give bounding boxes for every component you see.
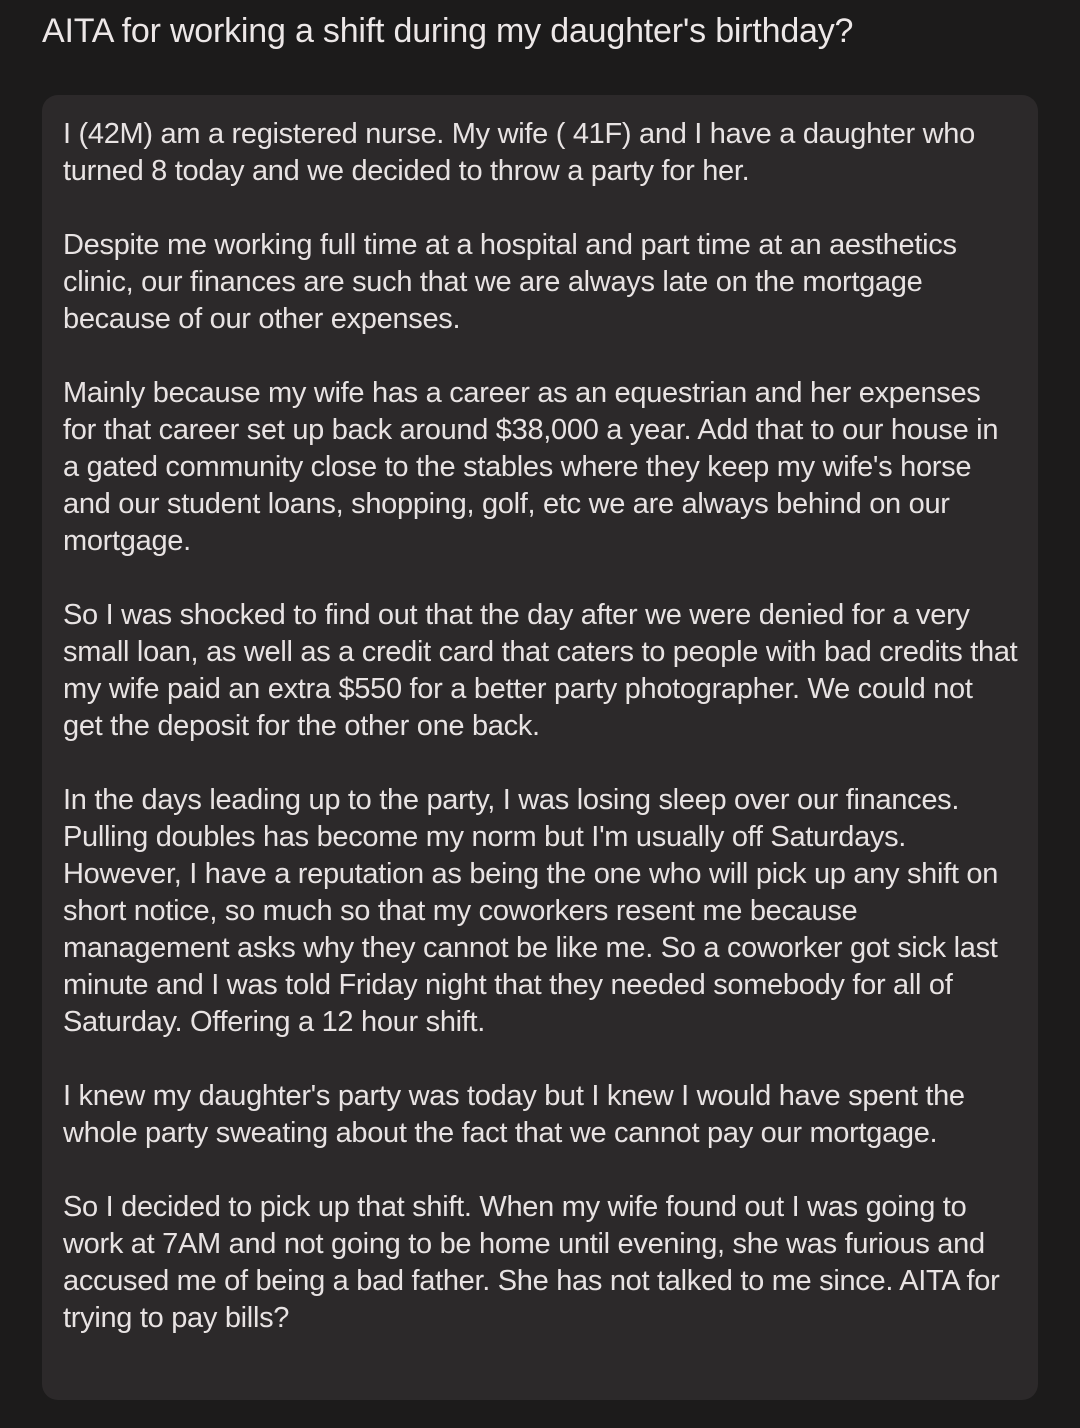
post-title: AITA for working a shift during my daughter's birthday? [42, 12, 854, 50]
post-paragraph: So I decided to pick up that shift. When my wife found out I was going to work at 7AM and not going to be home until evening, she was furious and accused me of being a bad father. She has not talked to me since. AITA for trying to pay bills? [63, 1191, 1000, 1334]
post-paragraph: In the days leading up to the party, I was losing sleep over our finances. Pulling doubles has become my norm but I'm usually off Saturdays. However, I have a reputation as being the one who will pick up any shift on short notice, so much so that my coworkers resent me because management asks why they cannot be like me. So a coworker got sick last minute and I was told Friday night that they needed somebody for all of Saturday. Offering a 12 hour shift. [63, 784, 999, 1038]
post-paragraph: So I was shocked to find out that the day after we were denied for a very small loan, as well as a credit card that caters to people with bad credits that my wife paid an extra $550 for a better party photographer. We could not get the deposit for the other one back. [63, 599, 1018, 742]
post-paragraph: I (42M) am a registered nurse. My wife ( 41F) and I have a daughter who turned 8 today and we decided to throw a party for her. [63, 118, 975, 187]
post-body-card [42, 95, 1038, 1400]
post-paragraph: Mainly because my wife has a career as an equestrian and her expenses for that career set up back around $38,000 a year. Add that to our house in a gated community close to the stables where they keep my wife's horse and our student loans, shopping, golf, etc we are always behind on our mortgage. [63, 377, 999, 557]
post-paragraph: I knew my daughter's party was today but I knew I would have spent the whole party sweating about the fact that we cannot pay our mortgage. [63, 1080, 965, 1149]
post-paragraph: Despite me working full time at a hospital and part time at an aesthetics clinic, our finances are such that we are always late on the mortgage because of our other expenses. [63, 229, 957, 335]
